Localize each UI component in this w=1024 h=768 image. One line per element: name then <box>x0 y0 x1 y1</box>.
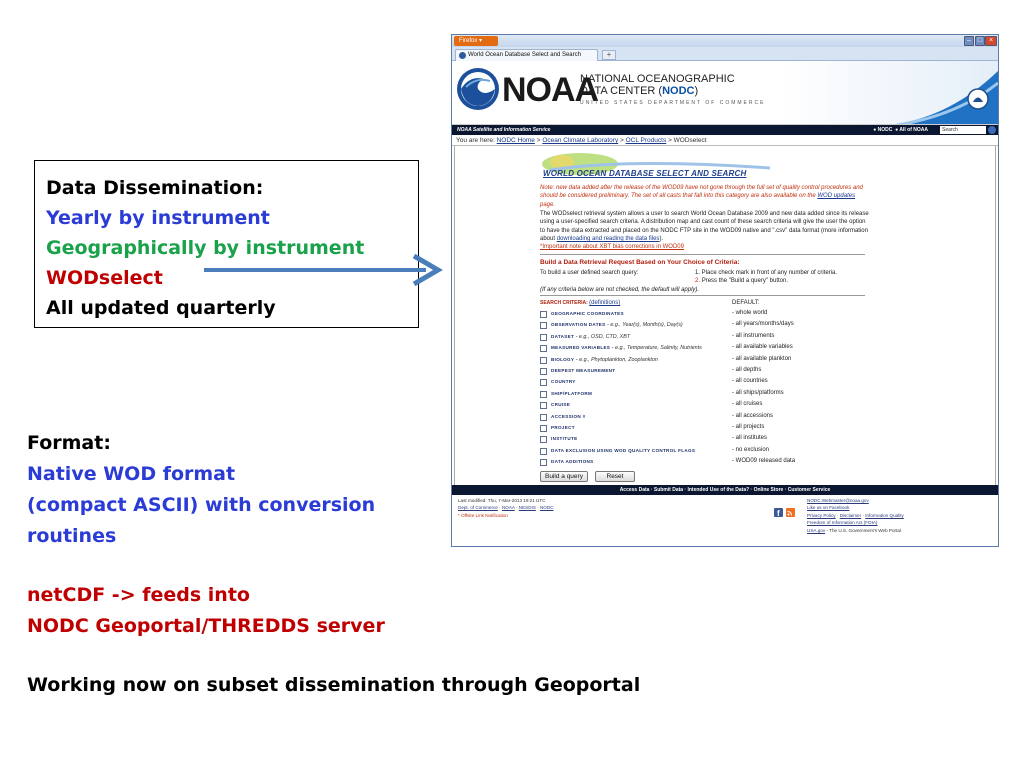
close-icon[interactable]: × <box>985 36 997 46</box>
org-acronym: NODC <box>662 85 695 97</box>
breadcrumb-prefix: You are here: <box>456 137 495 144</box>
criteria-label <box>551 414 585 420</box>
site-search-input[interactable]: Search <box>940 126 986 134</box>
facebook-rss-icons[interactable] <box>774 507 796 518</box>
step-2-text: Press the "Build a query" button. <box>701 278 788 284</box>
page-title: WORLD OCEAN DATABASE SELECT AND SEARCH <box>543 169 747 178</box>
noaa-link[interactable]: NOAA <box>501 505 515 511</box>
criteria-label <box>551 379 576 385</box>
svg-text:f: f <box>777 509 780 518</box>
note-text: Note: new data added after the release of the WOD09 have not gone through the full set of quality control procedures and should be considered preliminary. The set of all casts that fall into this category are also available on the <box>540 185 863 200</box>
criteria-label <box>551 391 592 397</box>
criteria-label <box>551 368 615 374</box>
criteria-checkbox[interactable] <box>540 402 547 409</box>
criteria-name: ACCESSION # <box>551 413 586 419</box>
breadcrumb-current: WODselect <box>673 137 707 144</box>
header-swoosh-graphic <box>888 61 998 125</box>
default-note: (If any criteria below are not checked, the default will apply). <box>540 287 700 293</box>
step-1: 1. Place check mark in front of any number of criteria. <box>695 270 838 276</box>
criteria-checkbox[interactable] <box>540 436 547 443</box>
box-line-3: WODselect <box>46 267 163 289</box>
breadcrumb-separator: > <box>668 137 672 144</box>
breadcrumb-ocean-climate-lab[interactable]: Ocean Climate Laboratory <box>542 137 619 144</box>
box-line-1: Yearly by instrument <box>46 207 270 229</box>
breadcrumb-separator: > <box>536 137 541 144</box>
criteria-hint: - e.g., Temperature, Salinity, Nutrients <box>610 345 702 352</box>
nesdis-label: NOAA Satellite and Information Service <box>457 127 551 133</box>
criteria-row <box>540 458 870 469</box>
criteria-default: - all ships/platforms <box>732 389 784 396</box>
criteria-label <box>551 345 702 351</box>
criteria-row <box>540 367 870 378</box>
noaa-logo-icon[interactable] <box>456 67 500 111</box>
criteria-default: - all cruises <box>732 401 763 408</box>
breadcrumb <box>452 135 998 146</box>
org-line2-suffix: ) <box>694 85 699 97</box>
webmaster-email-link[interactable]: NODC.Webmaster@noaa.gov <box>807 498 869 503</box>
intro-text: The WODselect retrieval system allows a user to search World Ocean Database 2009 and new data added since its release using a user-specified search criteria. A distribution map and cast count of these search criteria will give the user the option to have the data extracted and placed on the NODC FTP site in the WOD09 native and ".csv" data format (more information about <box>540 211 869 242</box>
facebook-link[interactable]: Like us on Facebook <box>807 505 850 511</box>
footer-nav-bar[interactable]: Access Data · Submit Data · Intended Use of the Data? · Online Store · Customer Service <box>452 485 998 495</box>
search-criteria-label: SEARCH CRITERIA: <box>540 300 588 306</box>
criteria-checkbox[interactable] <box>540 391 547 398</box>
search-criteria-heading <box>540 300 620 306</box>
criteria-hint: - e.g., Year(s), Month(s), Day(s) <box>605 322 683 329</box>
criteria-label <box>551 459 593 465</box>
privacy-policy-link[interactable]: Privacy Policy <box>807 512 836 518</box>
criteria-hint: - e.g., OSD, CTD, XBT <box>574 333 631 340</box>
information-quality-link[interactable]: Information Quality <box>865 512 904 518</box>
criteria-default: - all available plankton <box>732 355 792 362</box>
netcdf-line-1: NODC Geoportal/THREDDS server <box>27 615 385 637</box>
to-build-text: To build a user defined search query: <box>540 270 639 276</box>
noaa-wordmark: NOAA <box>502 71 599 109</box>
criteria-checkbox[interactable] <box>540 448 547 455</box>
criteria-label <box>551 436 577 442</box>
criteria-row <box>540 413 870 424</box>
criteria-checkbox[interactable] <box>540 357 547 364</box>
footer-right-column <box>807 497 904 534</box>
instructions-steps <box>695 269 837 285</box>
criteria-default: - all accessions <box>732 412 774 419</box>
criteria-default: - all instruments <box>732 332 775 339</box>
breadcrumb-separator: > <box>620 137 624 144</box>
criteria-checkbox[interactable] <box>540 322 547 329</box>
criteria-name: DATASET <box>551 333 575 339</box>
format-line-2: (compact ASCII) with conversion <box>27 494 376 516</box>
maximize-icon[interactable]: □ <box>975 36 985 46</box>
criteria-row <box>540 333 870 344</box>
criteria-default: - all institutes <box>732 435 768 442</box>
criteria-row <box>540 401 870 412</box>
criteria-checkbox[interactable] <box>540 368 547 375</box>
note-end: page. <box>540 201 556 208</box>
usagov-link[interactable]: USA.gov <box>807 527 826 533</box>
criteria-default: - all depths <box>732 367 762 373</box>
format-line-1: Native WOD format <box>27 463 236 485</box>
foia-link[interactable]: Freedom of Information Act (FOIA) <box>807 520 878 526</box>
org-line2-prefix: DATA CENTER ( <box>580 85 663 97</box>
default-column-heading: DEFAULT: <box>732 300 760 306</box>
criteria-checkbox[interactable] <box>540 334 547 341</box>
criteria-checkbox[interactable] <box>540 311 547 318</box>
criteria-default: - all projects <box>732 424 765 430</box>
favicon-icon <box>459 52 466 59</box>
arrow-right-icon <box>204 252 446 292</box>
criteria-label <box>551 311 624 317</box>
criteria-row <box>540 447 870 458</box>
breadcrumb-nodc-home[interactable]: NODC Home <box>496 137 535 144</box>
format-line-3: routines <box>27 525 117 547</box>
spacer <box>27 552 437 580</box>
radio-nodc-icon[interactable]: ● <box>873 127 877 133</box>
criteria-name: OBSERVATION DATES <box>551 322 606 328</box>
criteria-default: - all countries <box>732 378 768 385</box>
criteria-default: - all years/months/days <box>732 321 794 328</box>
radio-all-noaa-label: All of NOAA <box>899 127 928 133</box>
box-line-2: Geographically by instrument <box>46 237 365 259</box>
build-query-button[interactable]: Build a query <box>540 471 588 482</box>
new-tab-button[interactable]: + <box>602 50 616 60</box>
disclaimer-link[interactable]: Disclaimer <box>839 512 862 518</box>
radio-all-noaa-icon[interactable]: ● <box>895 127 899 133</box>
nodc-link[interactable]: NODC <box>539 505 554 511</box>
criteria-row <box>540 378 870 389</box>
browser-window <box>451 34 999 547</box>
nesdis-link[interactable]: NESDIS <box>518 505 536 511</box>
tab-wod-select[interactable] <box>455 49 598 61</box>
closing-line: Working now on subset dissemination through Geoportal <box>27 674 641 696</box>
criteria-name: MEASURED VARIABLES <box>551 345 611 351</box>
title-bar <box>452 35 998 47</box>
dissemination-box <box>34 160 419 328</box>
firefox-menu-label: Firefox <box>459 38 478 44</box>
criteria-default: - WOD09 released data <box>732 458 796 465</box>
page-content <box>454 146 996 513</box>
step-2-number: 2. <box>695 278 701 284</box>
satellite-nav-strip <box>452 125 998 135</box>
criteria-name: DATA EXCLUSION USING WOD QUALITY CONTROL FLAGS <box>551 447 696 453</box>
criteria-name: COUNTRY <box>551 379 576 385</box>
firefox-menu-button[interactable]: Firefox ▾ <box>454 36 498 46</box>
criteria-row <box>540 321 870 332</box>
criteria-row <box>540 435 870 446</box>
nodc-header <box>452 61 998 125</box>
criteria-label <box>551 425 575 431</box>
downloading-data-link[interactable]: downloading and reading the data files <box>556 235 660 242</box>
divider <box>540 254 865 255</box>
criteria-name: PROJECT <box>551 425 575 430</box>
xbt-bias-note-link[interactable]: *Important note about XBT bias corrections in WOD09 <box>540 244 684 251</box>
format-line-0: Format: <box>27 432 111 454</box>
criteria-label <box>551 402 570 408</box>
criteria-checkbox[interactable] <box>540 425 547 432</box>
search-scope-radios <box>873 125 928 135</box>
wod-updates-link[interactable]: WOD updates <box>817 193 856 200</box>
criteria-default: - no exclusion <box>732 446 770 453</box>
box-line-0: Data Dissemination: <box>46 177 264 199</box>
dept-commerce-link[interactable]: Dept. of Commerce <box>458 505 498 511</box>
criteria-name: GEOGRAPHIC COORDINATES <box>551 311 624 316</box>
divider <box>540 295 865 296</box>
footer-agency-links: Dept. of Commerce · NOAA · NESDIS · NODC <box>458 505 554 511</box>
criteria-row <box>540 424 870 435</box>
last-modified: Last modified: Thu, 7-Mar-2013 19:21 UTC <box>458 498 546 503</box>
tab-title: World Ocean Database Select and Search <box>468 52 581 58</box>
build-request-heading: Build a Data Retrieval Request Based on Your Choice of Criteria: <box>540 259 740 266</box>
usagov-line <box>807 527 904 534</box>
minimize-icon[interactable]: – <box>964 36 974 46</box>
criteria-checkbox[interactable] <box>540 459 547 466</box>
criteria-name: DEEPEST MEASUREMENT <box>551 368 616 373</box>
offsite-link-notification[interactable]: * Offsite Link Notification <box>458 512 508 518</box>
step-2 <box>695 277 837 285</box>
spacer <box>27 642 437 670</box>
breadcrumb-ocl-products[interactable]: OCL Products <box>625 137 667 144</box>
intro-end: ). <box>659 235 664 242</box>
org-name-line1: NATIONAL OCEANOGRAPHIC <box>580 73 735 85</box>
org-name-line2 <box>580 85 698 97</box>
policy-links: Privacy Policy · Disclaimer · Information Quality <box>807 512 904 518</box>
definitions-link[interactable]: (definitions) <box>589 300 621 306</box>
box-line-4: All updated quarterly <box>46 297 276 319</box>
criteria-default: - whole world <box>732 310 768 316</box>
criteria-label <box>551 322 683 328</box>
search-go-icon[interactable] <box>988 126 996 134</box>
page-footer <box>452 485 998 547</box>
criteria-name: INSTITUTE <box>551 436 578 442</box>
footer-left-column <box>458 497 554 519</box>
criteria-row <box>540 356 870 367</box>
criteria-row <box>540 344 870 355</box>
org-name-line3: UNITED STATES DEPARTMENT OF COMMERCE <box>580 100 766 106</box>
usagov-desc: - The U.S. Government's Web Portal <box>825 527 901 533</box>
criteria-row <box>540 390 870 401</box>
preliminary-data-note <box>540 184 870 209</box>
criteria-default: - all available variables <box>732 344 793 351</box>
reset-button[interactable]: Reset <box>595 471 635 482</box>
criteria-label <box>551 448 695 454</box>
criteria-checkbox[interactable] <box>540 345 547 352</box>
criteria-name: BIOLOGY <box>551 356 575 362</box>
social-icons <box>774 505 796 523</box>
criteria-row <box>540 310 870 321</box>
criteria-checkbox[interactable] <box>540 414 547 421</box>
criteria-label <box>551 357 658 363</box>
criteria-name: DATA ADDITIONS <box>551 459 594 465</box>
netcdf-line-0: netCDF -> feeds into <box>27 584 250 606</box>
criteria-name: SHIP/PLATFORM <box>551 390 593 396</box>
criteria-name: CRUISE <box>551 402 571 408</box>
criteria-checkbox[interactable] <box>540 379 547 386</box>
criteria-label <box>551 334 630 340</box>
intro-paragraph <box>540 210 870 251</box>
tab-bar <box>452 47 998 61</box>
criteria-hint: - e.g., Phytoplankton, Zooplankton <box>574 356 658 363</box>
radio-nodc-label: NODC <box>877 127 893 133</box>
